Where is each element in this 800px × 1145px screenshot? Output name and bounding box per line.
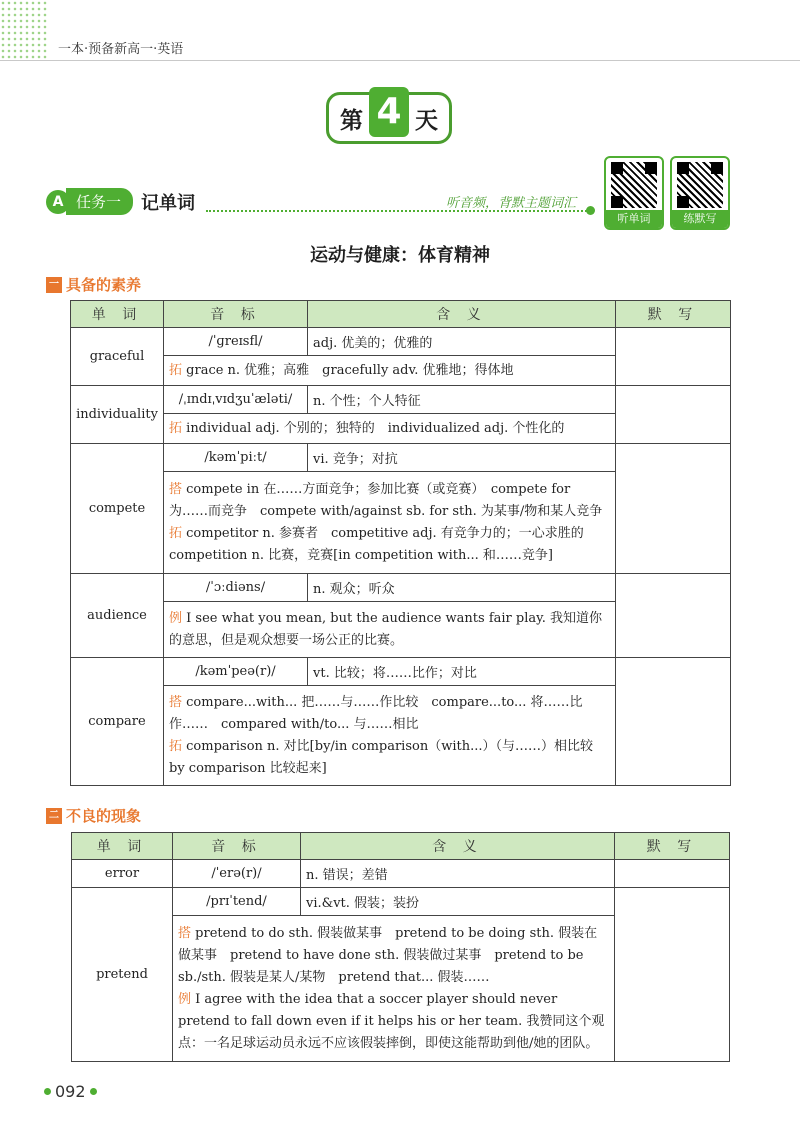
column-header-dictation: 默 写 [616,301,731,328]
note-tag: 例 [178,991,192,1007]
corner-dots-decoration [0,0,48,60]
table-row [72,888,730,916]
dictation-cell[interactable] [615,888,730,1062]
word-cell: audience [71,574,164,658]
meaning-cell: adj. 优美的；优雅的 [308,328,616,356]
qr-code-icon [677,162,723,208]
note-text: competitor n. 参赛者 competitive adj. 有竞争力的；一心求胜的 competition n. 比赛，竞赛[in competition with... 和……竞争] [169,525,597,563]
bullet-dot-icon [44,1088,51,1095]
qr-code-dictation-practice[interactable] [670,156,730,230]
qr-caption: 练默写 [672,210,728,228]
table-row [71,328,731,356]
note-text: I see what you mean, but the audience wants fair play. 我知道你的意思，但是观众想要一场公正的比赛。 [169,610,603,648]
column-header-word: 单 词 [72,833,173,860]
day-badge [326,92,452,144]
page-number [40,1082,101,1101]
day-badge-suffix: 天 [415,107,438,134]
note-text: comparison n. 对比[by/in comparison（with...）（与……）相比较 by comparison 比较起来] [169,738,606,776]
dictation-cell[interactable] [616,574,731,658]
vocab-table-2 [71,832,730,1062]
note-text: compete in 在……方面竞争；参加比赛（或竞赛） compete for 为……而竞争 compete with/against sb. for sth. 为某事/物和某人竞争 [169,481,603,519]
header-divider [0,60,800,61]
notes-cell [173,916,615,1062]
word-cell: compete [71,444,164,574]
topic-title: 运动与健康：体育精神 [310,245,490,266]
notes-cell [164,602,616,658]
book-series-title: 一本·预备新高一·英语 [58,42,184,57]
dictation-cell[interactable] [616,328,731,386]
table-row [71,574,731,602]
notes-cell [164,472,616,574]
note-tag: 拓 [169,362,183,378]
phonetic-cell: /kəmˈpeə(r)/ [164,658,308,686]
meaning-cell: vi.&vt. 假装；装扮 [301,888,615,916]
phonetic-cell: /ˈerə(r)/ [173,860,301,888]
meaning-cell: vt. 比较；将……比作；对比 [308,658,616,686]
table-row [71,444,731,472]
section-number: 一 [46,277,62,293]
task-letter-badge: A [46,190,70,214]
meaning-cell: n. 观众；听众 [308,574,616,602]
column-header-phonetic: 音 标 [173,833,301,860]
note-text: I agree with the idea that a soccer player should never pretend to fall down even if it helps his or her team. 我赞同这个观点：一名足球运动员永远不应该假装摔倒，即使这能帮助到他/她的团队。 [178,991,605,1051]
dictation-cell[interactable] [615,860,730,888]
dictation-cell[interactable] [616,386,731,444]
phonetic-cell: /prɪˈtend/ [173,888,301,916]
phonetic-cell: /ˈɔːdiəns/ [164,574,308,602]
note-tag: 拓 [169,738,183,754]
page-number-text: 092 [55,1082,86,1101]
phonetic-cell: /ˌɪndɪˌvɪdʒuˈæləti/ [164,386,308,414]
column-header-dictation: 默 写 [615,833,730,860]
word-cell: error [72,860,173,888]
table-row [71,658,731,686]
word-cell: graceful [71,328,164,386]
task-title: 记单词 [141,192,196,214]
word-cell: pretend [72,888,173,1062]
word-cell: individuality [71,386,164,444]
meaning-cell: n. 个性；个人特征 [308,386,616,414]
task-dot-end [586,206,595,215]
day-number: 4 [369,87,409,137]
notes-cell [164,356,616,386]
note-text: individual adj. 个别的；独特的 individualized adj. 个性化的 [186,420,565,436]
note-tag: 拓 [169,525,183,541]
column-header-meaning: 含 义 [301,833,615,860]
qr-caption: 听单词 [606,210,662,228]
table-header-row [71,301,731,328]
meaning-cell: n. 错误；差错 [301,860,615,888]
column-header-phonetic: 音 标 [164,301,308,328]
vocab-table-1 [70,300,731,786]
qr-code-icon [611,162,657,208]
task-hint: 听音频，背默主题词汇 [446,196,577,211]
dictation-cell[interactable] [616,444,731,574]
section-heading-2 [46,805,141,826]
bullet-dot-icon [90,1088,97,1095]
note-tag: 搭 [169,481,183,497]
note-text: compare...with... 把……与……作比较 compare...to... 将……比作…… compared with/to... 与……相比 [169,694,583,732]
qr-code-listen-words[interactable] [604,156,664,230]
note-text: pretend to do sth. 假装做某事 pretend to be doing sth. 假装在做某事 pretend to have done sth. 假装做过某事 pretend to be sb./sth. 假装是某人/某物 pretend that... 假装…… [178,925,598,985]
note-tag: 搭 [178,925,192,941]
notes-cell [164,686,616,786]
task-header [46,188,195,215]
word-cell: compare [71,658,164,786]
column-header-word: 单 词 [71,301,164,328]
meaning-cell: vi. 竞争；对抗 [308,444,616,472]
note-tag: 搭 [169,694,183,710]
day-badge-prefix: 第 [340,107,363,134]
column-header-meaning: 含 义 [308,301,616,328]
phonetic-cell: /kəmˈpiːt/ [164,444,308,472]
section-heading-1 [46,274,141,295]
task-label: 任务一 [66,188,133,215]
section-title: 不良的现象 [66,807,142,825]
table-row [72,860,730,888]
table-row [71,386,731,414]
notes-cell [164,414,616,444]
table-header-row [72,833,730,860]
note-tag: 例 [169,610,183,626]
phonetic-cell: /ˈɡreɪsfl/ [164,328,308,356]
note-tag: 拓 [169,420,183,436]
section-number: 二 [46,808,62,824]
note-text: grace n. 优雅；高雅 gracefully adv. 优雅地；得体地 [186,362,514,378]
dictation-cell[interactable] [616,658,731,786]
section-title: 具备的素养 [66,276,142,294]
